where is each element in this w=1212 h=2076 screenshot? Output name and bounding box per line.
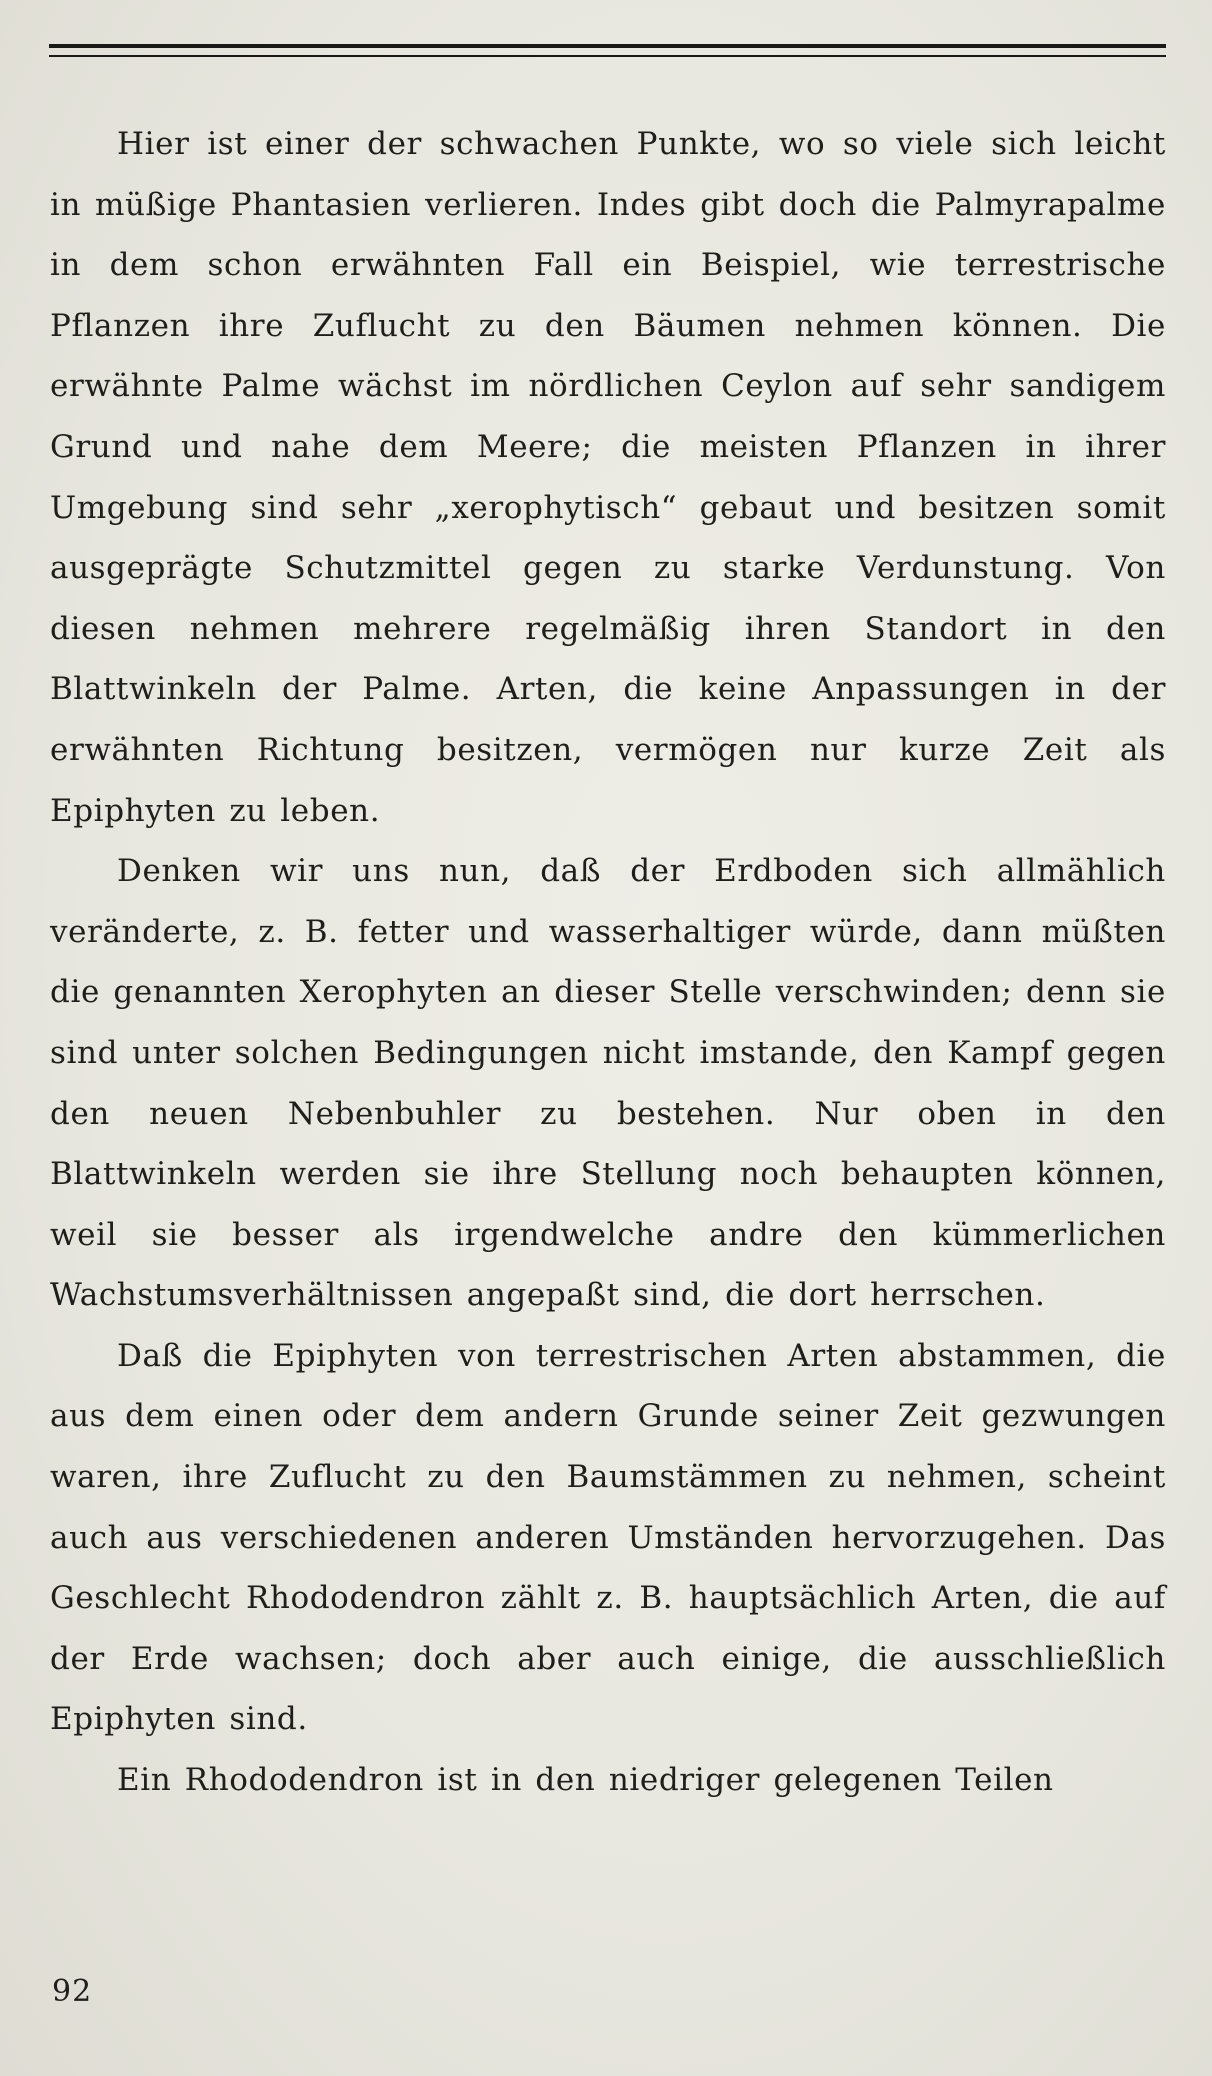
paragraph-3: Daß die Epiphyten von terrestrischen Arten abstammen, die aus dem einen oder dem andern Grunde seiner Zeit gezwungen waren, ihre Zuflucht zu den Baumstämmen zu nehmen, scheint auch aus verschiedenen anderen Umständen hervorzugehen. Das Geschlecht Rhododendron zählt z. B. hauptsächlich Arten, die auf der Erde wachsen; doch aber auch einige, die ausschließlich Epiphyten sind. — [50, 1337, 1166, 1738]
header-rule — [49, 44, 1166, 64]
paragraph-2: Denken wir uns nun, daß der Erdboden sich allmählich veränderte, z. B. fetter und wasserhaltiger würde, dann müßten die genannten Xerophyten an dieser Stelle verschwinden; denn sie sind unter solchen Bedingungen nicht imstande, den Kampf gegen den neuen Nebenbuhler zu bestehen. Nur oben in den Blattwinkeln werden sie ihre Stellung noch behaupten können, weil sie besser als irgendwelche andre den kümmerlichen Wachstumsverhältnissen angepaßt sind, die dort herrschen. — [50, 853, 1166, 1314]
header-rule-thin — [49, 55, 1166, 57]
paragraph-1: Hier ist einer der schwachen Punkte, wo so viele sich leicht in müßige Phantasien verlieren. Indes gibt doch die Palmyrapalme in dem schon erwähnten Fall ein Beispiel, wie terrestrische Pflanzen ihre Zuflucht zu den Bäumen nehmen können. Die erwähnte Palme wächst im nördlichen Ceylon auf sehr sandigem Grund und nahe dem Meere; die meisten Pflanzen in ihrer Umgebung sind sehr „xerophytisch“ gebaut und besitzen somit ausgeprägte Schutzmittel gegen zu starke Verdunstung. Von diesen nehmen mehrere regelmäßig ihren Standort in den Blattwinkeln der Palme. Arten, die keine Anpassungen in der erwähnten Richtung besitzen, vermögen nur kurze Zeit als Epiphyten zu leben. — [50, 126, 1166, 829]
paragraph-4: Ein Rhododendron ist in den niedriger gelegenen Teilen — [117, 1762, 1054, 1799]
header-rule-thick — [49, 44, 1166, 48]
body-text — [50, 114, 1166, 1811]
page-number: 92 — [52, 1974, 93, 2009]
